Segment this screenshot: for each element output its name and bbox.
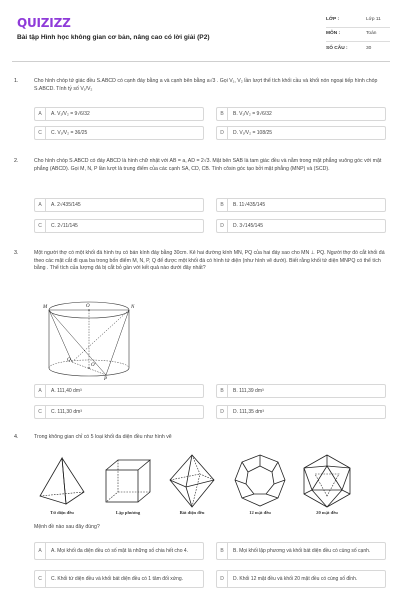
option-text: C. 111,30 dm³ xyxy=(51,408,82,415)
option-text: C. V₁/V₂ = 36/25 xyxy=(51,129,88,136)
question-text: Một người thợ có một khối đá hình trụ có bán kính đáy bằng 30cm. Kẻ hai đường kính MN, PQ của hai đáy sao cho MN ⊥ PQ. Người thợ đó cắt khối đá theo các mặt cắt đi qua ba trong bốn điểm M, N, P, Q để được một khối đá có hình tứ diện (như hình vẽ dưới). Biết rằng khối tứ diện MNPQ có thể tích bằng . Thể tích của lượng đá bị cắt bỏ gần với kết quả nào dưới đây nhất? xyxy=(34,250,385,272)
question-4 xyxy=(14,434,386,598)
option-text: A. Mọi khối đa diện đều có số mặt là những số chia hết cho 4. xyxy=(51,547,189,554)
question-2 xyxy=(14,158,386,238)
option-text: A. 111,40 dm³ xyxy=(51,387,82,394)
option-text: D. 3√145/145 xyxy=(233,222,263,229)
option-letter: D xyxy=(217,220,228,232)
option-letter: D xyxy=(217,571,228,587)
cylinder-figure xyxy=(34,298,144,380)
option-text: B. V₁/V₂ = 9√6/32 xyxy=(233,110,272,117)
question-number: 2. xyxy=(14,158,19,164)
meta-row-grade xyxy=(326,14,390,28)
page-title: Bài tập Hình học không gian cơ bản, nâng cao có lời giải (P2) xyxy=(17,34,210,41)
option-letter: A xyxy=(35,108,46,120)
icosahedron-figure xyxy=(298,452,356,510)
question-3 xyxy=(14,250,386,420)
solid-label-octahedron: Bát diện đều xyxy=(179,510,205,515)
meta-value: Lớp 11 xyxy=(366,17,381,23)
option-text: B. Mọi khối lập phương và khối bát diện đều có cùng số cạnh. xyxy=(233,547,371,554)
option-letter: B xyxy=(217,385,228,397)
option-b[interactable] xyxy=(216,198,386,212)
question-number: 3. xyxy=(14,250,19,256)
option-b[interactable] xyxy=(216,542,386,560)
option-letter: B xyxy=(217,543,228,559)
option-a[interactable] xyxy=(34,542,204,560)
dodecahedron-figure xyxy=(232,452,288,510)
option-c[interactable] xyxy=(34,126,204,140)
figure-label-n: N xyxy=(131,305,135,310)
option-text: B. 11√435/145 xyxy=(233,201,266,208)
option-c[interactable] xyxy=(34,570,204,588)
option-letter: C xyxy=(35,571,46,587)
question-text: Cho hình chóp S.ABCD có đáy ABCD là hình chữ nhật với AB = a, AD = 2√3. Mặt bên SAB là tam giác đều và nằm trong mặt phẳng vuông góc với mặt phẳng (ABCD). Gọi M, N, P lần lượt là trung điểm của các cạnh SA, CD, CB. Tính côsin góc tạo bởi mặt phẳng (MNP) và (SCD). xyxy=(34,158,382,172)
meta-value: Toán xyxy=(366,31,377,37)
question-text: Cho hình chóp tứ giác đều S.ABCD có cạnh đáy bằng a và cạnh bên bằng a√3 . Gọi V₁, V₂ lần lượt thể tích khối cầu và khối nón ngoại tiếp hình chóp S.ABCD. Tính tỷ số V₁/V₂ xyxy=(34,78,378,92)
figure-label-m: M xyxy=(43,305,48,310)
solid-label-cube: Lập phương xyxy=(115,510,141,515)
figure-label-o: O xyxy=(86,304,90,309)
option-b[interactable] xyxy=(216,384,386,398)
option-c[interactable] xyxy=(34,219,204,233)
meta-label: MÔN : xyxy=(326,31,341,37)
option-d[interactable] xyxy=(216,405,386,419)
question-1 xyxy=(14,78,386,148)
question-text: Trong không gian chỉ có 5 loại khối đa diện đều như hình vẽ xyxy=(34,434,172,440)
option-a[interactable] xyxy=(34,198,204,212)
meta-row-subject xyxy=(326,28,390,42)
option-letter: C xyxy=(35,127,46,139)
option-text: B. 111,39 dm³ xyxy=(233,387,264,394)
option-d[interactable] xyxy=(216,570,386,588)
option-letter: C xyxy=(35,220,46,232)
option-text: D. 111,35 dm³ xyxy=(233,408,264,415)
option-text: C. 2√11/145 xyxy=(51,222,78,229)
option-d[interactable] xyxy=(216,126,386,140)
option-letter: B xyxy=(217,108,228,120)
document-header xyxy=(12,10,390,62)
cube-figure xyxy=(102,456,154,508)
option-letter: C xyxy=(35,406,46,418)
figure-label-q: Q xyxy=(67,358,71,363)
option-letter: A xyxy=(35,543,46,559)
meta-value: 30 xyxy=(366,45,372,51)
option-a[interactable] xyxy=(34,384,204,398)
figure-label-o-prime: O' xyxy=(91,363,96,368)
question-number: 4. xyxy=(14,434,19,440)
meta-label: LỚP : xyxy=(326,17,340,23)
option-text: A. 2√435/145 xyxy=(51,201,81,208)
option-letter: A xyxy=(35,199,46,211)
option-a[interactable] xyxy=(34,107,204,121)
solid-label-tetrahedron: Tứ diện đều xyxy=(50,510,74,515)
option-text: D. Khối 12 mặt đều và khối 20 mặt đều có cùng số đỉnh. xyxy=(233,575,358,582)
meta-table xyxy=(326,14,390,56)
octahedron-figure xyxy=(164,452,220,510)
option-letter: D xyxy=(217,127,228,139)
question-number: 1. xyxy=(14,78,19,84)
option-text: D. V₁/V₂ = 108/25 xyxy=(233,129,273,136)
option-letter: B xyxy=(217,199,228,211)
tetrahedron-figure xyxy=(36,454,88,508)
option-letter: A xyxy=(35,385,46,397)
question-prompt: Mệnh đề nào sau đây đúng? xyxy=(34,524,100,530)
option-letter: D xyxy=(217,406,228,418)
option-text: A. V₁/V₂ = 9√6/32 xyxy=(51,110,90,117)
solid-label-icosahedron: 20 mặt đều xyxy=(316,510,338,515)
option-d[interactable] xyxy=(216,219,386,233)
meta-label: SỐ CÂU : xyxy=(326,45,348,51)
meta-row-count xyxy=(326,42,390,56)
figure-label-p: P xyxy=(104,377,108,380)
option-b[interactable] xyxy=(216,107,386,121)
brand-logo: QUIZIZZ xyxy=(17,16,71,30)
option-c[interactable] xyxy=(34,405,204,419)
option-text: C. Khối tứ diện đều và khối bát diện đều có 1 tâm đối xứng. xyxy=(51,575,184,582)
solid-label-dodecahedron: 12 mặt đều xyxy=(249,510,271,515)
